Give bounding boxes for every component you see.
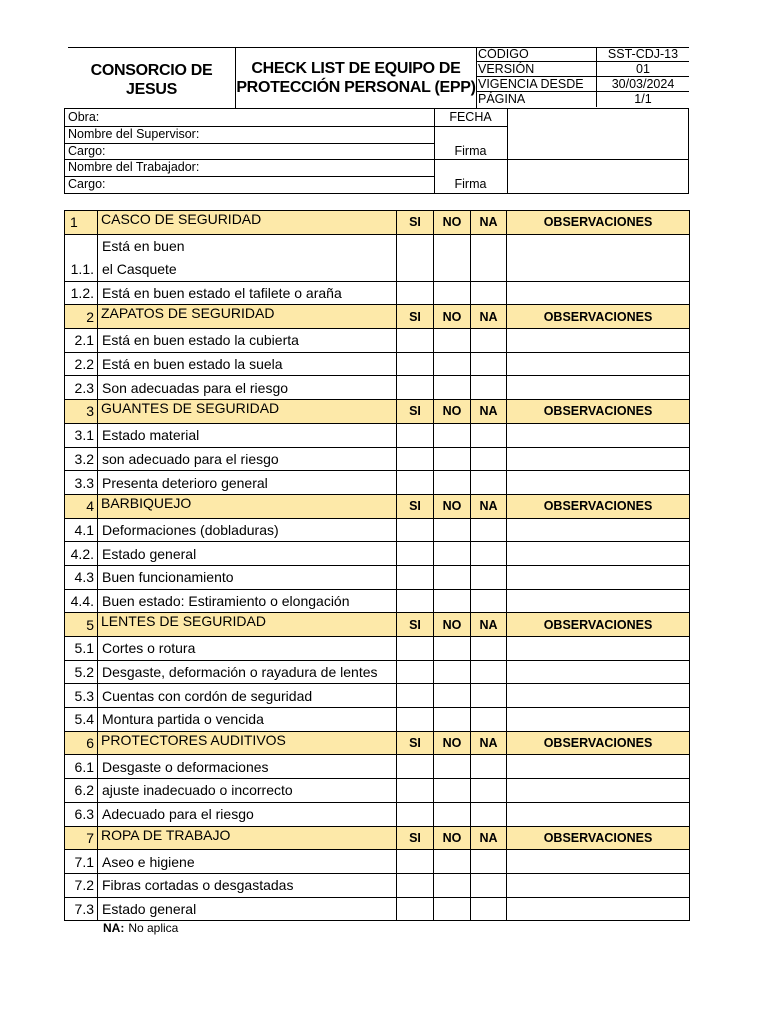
section-number: 7 bbox=[65, 826, 98, 850]
check-na[interactable] bbox=[471, 447, 507, 471]
check-na[interactable] bbox=[471, 376, 507, 400]
document-title bbox=[235, 47, 477, 108]
observaciones-cell[interactable] bbox=[507, 897, 690, 921]
item-number: 5.1 bbox=[65, 637, 98, 661]
item-number: 4.3 bbox=[65, 565, 98, 589]
observaciones-cell[interactable] bbox=[507, 518, 690, 542]
table-row bbox=[65, 281, 690, 305]
check-si[interactable] bbox=[397, 447, 434, 471]
item-text-line2: el Casquete bbox=[102, 260, 177, 277]
item-number: 4.1 bbox=[65, 518, 98, 542]
table-row bbox=[65, 234, 690, 281]
item-number: 6.2 bbox=[65, 779, 98, 803]
table-row bbox=[65, 518, 690, 542]
item-number: 5.4 bbox=[65, 708, 98, 732]
check-no[interactable] bbox=[434, 447, 471, 471]
section-header-casco bbox=[65, 211, 690, 235]
item-text: Desgaste o deformaciones bbox=[98, 755, 397, 779]
check-no[interactable] bbox=[434, 637, 471, 661]
table-row bbox=[65, 542, 690, 566]
check-no[interactable] bbox=[434, 755, 471, 779]
check-no[interactable] bbox=[434, 565, 471, 589]
table-row bbox=[65, 897, 690, 921]
observaciones-cell[interactable] bbox=[507, 281, 690, 305]
item-text: Montura partida o vencida bbox=[98, 708, 397, 732]
supervisor-field[interactable]: Nombre del Supervisor: bbox=[68, 127, 200, 141]
check-no[interactable] bbox=[434, 850, 471, 874]
check-no[interactable] bbox=[434, 281, 471, 305]
footnote-na bbox=[103, 921, 178, 935]
check-na[interactable] bbox=[471, 329, 507, 353]
section-title: GUANTES DE SEGURIDAD bbox=[98, 400, 397, 424]
section-title: PROTECTORES AUDITIVOS bbox=[98, 731, 397, 755]
observaciones-cell[interactable] bbox=[507, 755, 690, 779]
check-na[interactable] bbox=[471, 684, 507, 708]
item-number: 7.2 bbox=[65, 873, 98, 897]
section-number: 6 bbox=[65, 731, 98, 755]
section-title: ZAPATOS DE SEGURIDAD bbox=[98, 305, 397, 329]
table-row bbox=[65, 779, 690, 803]
company-name-line2: JESUS bbox=[126, 80, 177, 98]
col-na: NA bbox=[471, 211, 507, 235]
observaciones-cell[interactable] bbox=[507, 802, 690, 826]
section-title: LENTES DE SEGURIDAD bbox=[98, 613, 397, 637]
item-text: Estado general bbox=[98, 542, 397, 566]
document-title-line1: CHECK LIST DE EQUIPO DE bbox=[251, 59, 461, 77]
table-row bbox=[65, 447, 690, 471]
section-number: 4 bbox=[65, 494, 98, 518]
item-text: Buen funcionamiento bbox=[98, 565, 397, 589]
col-observaciones: OBSERVACIONES bbox=[507, 613, 690, 637]
item-number: 6.3 bbox=[65, 802, 98, 826]
check-na[interactable] bbox=[471, 518, 507, 542]
item-text-line1: Está en buen bbox=[102, 237, 185, 254]
check-na[interactable] bbox=[471, 802, 507, 826]
col-si: SI bbox=[397, 731, 434, 755]
check-no[interactable] bbox=[434, 873, 471, 897]
check-si[interactable] bbox=[397, 471, 434, 495]
col-no: NO bbox=[434, 494, 471, 518]
item-text: Está en buen estado la suela bbox=[98, 352, 397, 376]
section-number: 1 bbox=[65, 211, 98, 235]
check-si[interactable] bbox=[397, 684, 434, 708]
item-text: Son adecuadas para el riesgo bbox=[98, 376, 397, 400]
item-text: Estado material bbox=[98, 423, 397, 447]
table-row bbox=[65, 660, 690, 684]
check-si[interactable] bbox=[397, 802, 434, 826]
check-si[interactable] bbox=[397, 329, 434, 353]
check-si[interactable] bbox=[397, 660, 434, 684]
check-no[interactable] bbox=[434, 684, 471, 708]
meta-row-codigo bbox=[477, 47, 689, 62]
epp-checklist-table bbox=[64, 210, 690, 921]
section-number: 3 bbox=[65, 400, 98, 424]
table-row bbox=[65, 589, 690, 613]
check-no[interactable] bbox=[434, 802, 471, 826]
check-no[interactable] bbox=[434, 542, 471, 566]
check-na[interactable] bbox=[471, 897, 507, 921]
item-text: Aseo e higiene bbox=[98, 850, 397, 874]
check-no[interactable] bbox=[434, 589, 471, 613]
document-title-line2: PROTECCIÓN PERSONAL (EPP) bbox=[236, 78, 476, 96]
check-si[interactable] bbox=[397, 423, 434, 447]
item-number: 2.1 bbox=[65, 329, 98, 353]
observaciones-cell[interactable] bbox=[507, 352, 690, 376]
col-na: NA bbox=[471, 613, 507, 637]
col-si: SI bbox=[397, 305, 434, 329]
check-no[interactable] bbox=[434, 352, 471, 376]
check-si[interactable] bbox=[397, 779, 434, 803]
section-header-ropa bbox=[65, 826, 690, 850]
check-na[interactable] bbox=[471, 708, 507, 732]
item-text: Presenta deterioro general bbox=[98, 471, 397, 495]
check-si[interactable] bbox=[397, 897, 434, 921]
company-name bbox=[68, 47, 235, 108]
item-number: 6.1 bbox=[65, 755, 98, 779]
col-observaciones: OBSERVACIONES bbox=[507, 494, 690, 518]
section-number: 2 bbox=[65, 305, 98, 329]
check-na[interactable] bbox=[471, 234, 507, 281]
observaciones-cell[interactable] bbox=[507, 684, 690, 708]
item-number: 1.1. bbox=[65, 234, 98, 281]
col-si: SI bbox=[397, 613, 434, 637]
observaciones-cell[interactable] bbox=[507, 234, 690, 281]
item-text: Está en buen estado la cubierta bbox=[98, 329, 397, 353]
check-na[interactable] bbox=[471, 589, 507, 613]
col-no: NO bbox=[434, 731, 471, 755]
check-no[interactable] bbox=[434, 708, 471, 732]
obra-field[interactable]: Obra: bbox=[68, 110, 100, 124]
table-row bbox=[65, 565, 690, 589]
observaciones-cell[interactable] bbox=[507, 708, 690, 732]
table-row bbox=[65, 708, 690, 732]
item-text: Cortes o rotura bbox=[98, 637, 397, 661]
meta-value: 1/1 bbox=[596, 92, 689, 107]
check-si[interactable] bbox=[397, 708, 434, 732]
check-no[interactable] bbox=[434, 518, 471, 542]
observaciones-cell[interactable] bbox=[507, 447, 690, 471]
col-na: NA bbox=[471, 731, 507, 755]
check-na[interactable] bbox=[471, 423, 507, 447]
table-row bbox=[65, 755, 690, 779]
check-si[interactable] bbox=[397, 755, 434, 779]
item-number: 1.2. bbox=[65, 281, 98, 305]
col-na: NA bbox=[471, 400, 507, 424]
section-header-guantes bbox=[65, 400, 690, 424]
meta-label: VERSIÓN bbox=[478, 62, 535, 76]
item-number: 7.3 bbox=[65, 897, 98, 921]
meta-row-vigencia bbox=[477, 77, 689, 92]
item-text bbox=[98, 234, 397, 281]
check-si[interactable] bbox=[397, 518, 434, 542]
footnote-label: NA: bbox=[103, 921, 125, 935]
check-na[interactable] bbox=[471, 281, 507, 305]
item-number: 2.2 bbox=[65, 352, 98, 376]
cargo-supervisor-field[interactable]: Cargo: bbox=[68, 144, 106, 158]
cargo-trabajador-field[interactable]: Cargo: bbox=[68, 177, 106, 191]
table-row bbox=[65, 471, 690, 495]
item-text: Adecuado para el riesgo bbox=[98, 802, 397, 826]
observaciones-cell[interactable] bbox=[507, 471, 690, 495]
item-text: Estado general bbox=[98, 897, 397, 921]
table-row bbox=[65, 376, 690, 400]
section-header-lentes bbox=[65, 613, 690, 637]
check-na[interactable] bbox=[471, 471, 507, 495]
col-no: NO bbox=[434, 211, 471, 235]
check-si[interactable] bbox=[397, 281, 434, 305]
item-number: 5.2 bbox=[65, 660, 98, 684]
observaciones-cell[interactable] bbox=[507, 565, 690, 589]
item-text: ajuste inadecuado o incorrecto bbox=[98, 779, 397, 803]
check-no[interactable] bbox=[434, 329, 471, 353]
col-si: SI bbox=[397, 211, 434, 235]
item-number: 4.2. bbox=[65, 542, 98, 566]
divider bbox=[65, 143, 434, 144]
col-observaciones: OBSERVACIONES bbox=[507, 305, 690, 329]
table-row bbox=[65, 684, 690, 708]
meta-label: PÁGINA bbox=[478, 92, 526, 106]
check-no[interactable] bbox=[434, 779, 471, 803]
table-row bbox=[65, 329, 690, 353]
section-header-barbiquejo bbox=[65, 494, 690, 518]
table-row bbox=[65, 873, 690, 897]
section-header-zapatos bbox=[65, 305, 690, 329]
meta-value: SST-CDJ-13 bbox=[596, 47, 689, 61]
item-number: 3.3 bbox=[65, 471, 98, 495]
check-na[interactable] bbox=[471, 565, 507, 589]
check-na[interactable] bbox=[471, 660, 507, 684]
item-text: Fibras cortadas o desgastadas bbox=[98, 873, 397, 897]
col-observaciones: OBSERVACIONES bbox=[507, 211, 690, 235]
observaciones-cell[interactable] bbox=[507, 423, 690, 447]
check-na[interactable] bbox=[471, 850, 507, 874]
section-title: ROPA DE TRABAJO bbox=[98, 826, 397, 850]
observaciones-cell[interactable] bbox=[507, 873, 690, 897]
col-si: SI bbox=[397, 826, 434, 850]
meta-label: CÓDIGO bbox=[478, 47, 529, 61]
observaciones-cell[interactable] bbox=[507, 376, 690, 400]
item-text: Deformaciones (dobladuras) bbox=[98, 518, 397, 542]
document-meta bbox=[477, 47, 689, 107]
section-number: 5 bbox=[65, 613, 98, 637]
footnote-text: No aplica bbox=[128, 921, 179, 935]
check-no[interactable] bbox=[434, 376, 471, 400]
check-no[interactable] bbox=[434, 234, 471, 281]
item-number: 7.1 bbox=[65, 850, 98, 874]
meta-value: 30/03/2024 bbox=[596, 77, 689, 91]
check-si[interactable] bbox=[397, 234, 434, 281]
check-si[interactable] bbox=[397, 376, 434, 400]
observaciones-cell[interactable] bbox=[507, 850, 690, 874]
check-si[interactable] bbox=[397, 565, 434, 589]
col-na: NA bbox=[471, 305, 507, 329]
observaciones-cell[interactable] bbox=[507, 589, 690, 613]
col-si: SI bbox=[397, 494, 434, 518]
col-no: NO bbox=[434, 305, 471, 329]
observaciones-cell[interactable] bbox=[507, 542, 690, 566]
col-no: NO bbox=[434, 613, 471, 637]
check-no[interactable] bbox=[434, 897, 471, 921]
divider bbox=[507, 109, 508, 193]
meta-row-version bbox=[477, 62, 689, 77]
table-row bbox=[65, 423, 690, 447]
check-na[interactable] bbox=[471, 542, 507, 566]
table-row bbox=[65, 850, 690, 874]
check-no[interactable] bbox=[434, 471, 471, 495]
check-no[interactable] bbox=[434, 660, 471, 684]
col-observaciones: OBSERVACIONES bbox=[507, 731, 690, 755]
info-block bbox=[64, 108, 689, 194]
col-si: SI bbox=[397, 400, 434, 424]
check-si[interactable] bbox=[397, 589, 434, 613]
check-si[interactable] bbox=[397, 352, 434, 376]
meta-row-pagina bbox=[477, 92, 689, 107]
company-name-line1: CONSORCIO DE bbox=[90, 61, 213, 79]
check-na[interactable] bbox=[471, 352, 507, 376]
item-number: 3.2 bbox=[65, 447, 98, 471]
item-number: 4.4. bbox=[65, 589, 98, 613]
divider bbox=[434, 126, 507, 127]
check-si[interactable] bbox=[397, 873, 434, 897]
table-row bbox=[65, 802, 690, 826]
item-text: son adecuado para el riesgo bbox=[98, 447, 397, 471]
section-title: BARBIQUEJO bbox=[98, 494, 397, 518]
col-observaciones: OBSERVACIONES bbox=[507, 400, 690, 424]
firma-supervisor-label: Firma bbox=[454, 144, 487, 158]
check-si[interactable] bbox=[397, 542, 434, 566]
col-no: NO bbox=[434, 400, 471, 424]
observaciones-cell[interactable] bbox=[507, 779, 690, 803]
item-number: 3.1 bbox=[65, 423, 98, 447]
item-text: Cuentas con cordón de seguridad bbox=[98, 684, 397, 708]
section-header-protectores bbox=[65, 731, 690, 755]
col-no: NO bbox=[434, 826, 471, 850]
item-text: Buen estado: Estiramiento o elongación bbox=[98, 589, 397, 613]
item-text: Desgaste, deformación o rayadura de lentes bbox=[98, 660, 397, 684]
check-na[interactable] bbox=[471, 755, 507, 779]
fecha-label: FECHA bbox=[449, 110, 492, 124]
item-number: 5.3 bbox=[65, 684, 98, 708]
firma-trabajador-label: Firma bbox=[454, 177, 487, 191]
item-number: 2.3 bbox=[65, 376, 98, 400]
observaciones-cell[interactable] bbox=[507, 660, 690, 684]
observaciones-cell[interactable] bbox=[507, 637, 690, 661]
col-na: NA bbox=[471, 494, 507, 518]
meta-label: VIGENCIA DESDE bbox=[478, 77, 584, 91]
check-si[interactable] bbox=[397, 637, 434, 661]
check-na[interactable] bbox=[471, 779, 507, 803]
table-row bbox=[65, 352, 690, 376]
divider bbox=[65, 176, 434, 177]
item-text: Está en buen estado el tafilete o araña bbox=[98, 281, 397, 305]
check-na[interactable] bbox=[471, 873, 507, 897]
check-si[interactable] bbox=[397, 850, 434, 874]
section-title: CASCO DE SEGURIDAD bbox=[98, 211, 397, 235]
table-row bbox=[65, 637, 690, 661]
col-na: NA bbox=[471, 826, 507, 850]
check-na[interactable] bbox=[471, 637, 507, 661]
col-observaciones: OBSERVACIONES bbox=[507, 826, 690, 850]
meta-value: 01 bbox=[596, 62, 689, 76]
check-no[interactable] bbox=[434, 423, 471, 447]
observaciones-cell[interactable] bbox=[507, 329, 690, 353]
trabajador-field[interactable]: Nombre del Trabajador: bbox=[68, 160, 200, 174]
